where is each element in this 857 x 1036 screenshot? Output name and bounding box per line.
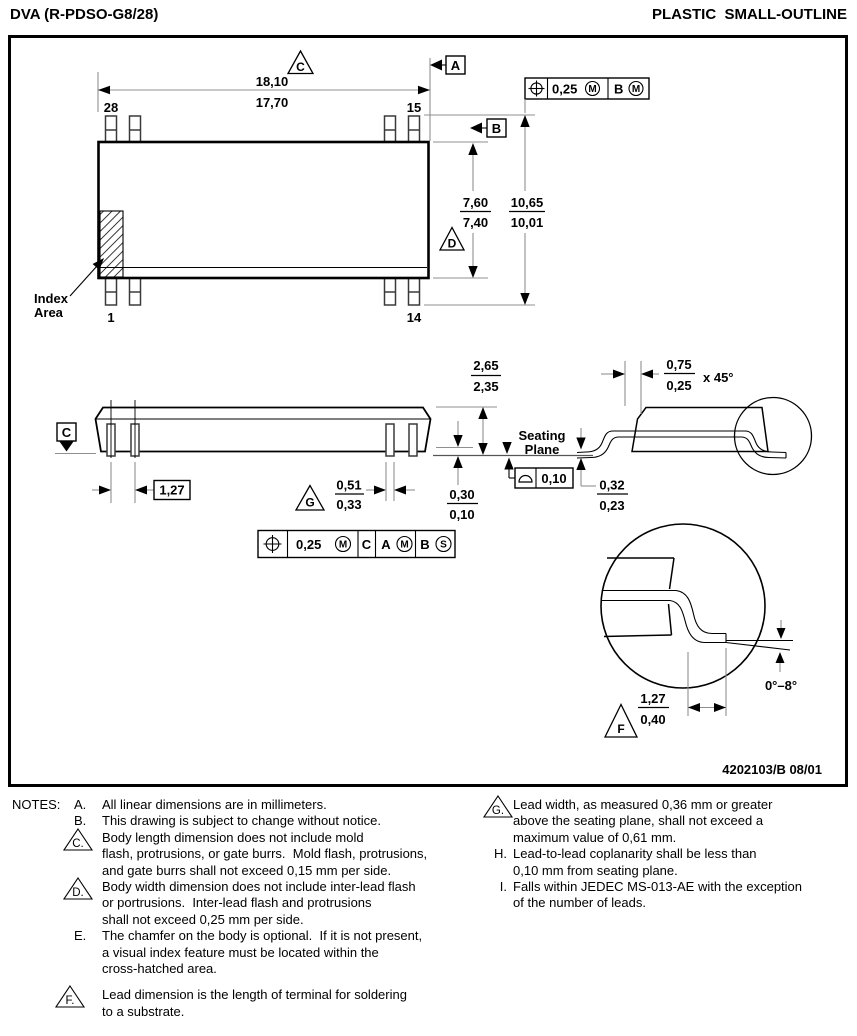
index-area-label-1: Index bbox=[34, 291, 68, 306]
dim-lead-width bbox=[296, 462, 415, 512]
top-view bbox=[34, 51, 649, 325]
detail-body bbox=[604, 558, 674, 637]
dim-body-length-min: 17,70 bbox=[255, 95, 289, 110]
note-d-flag-icon bbox=[62, 877, 94, 905]
note-h: H. Lead-to-lead coplanarity shall be less than 0,10 mm from seating plane. bbox=[494, 846, 757, 878]
package-body-outline bbox=[99, 142, 429, 278]
note-g: G. Lead width, as measured 0,36 mm or greater above the seating plane, shall not exceed a maximum value of 0,61 mm. bbox=[488, 797, 857, 846]
seating-plane-label-1: Seating bbox=[518, 428, 566, 443]
fcf-bottom-m2: M bbox=[400, 539, 409, 551]
front-body-outline bbox=[96, 408, 431, 452]
dim-lead-span-min: 10,01 bbox=[510, 215, 544, 230]
fcf-bottom-datum1: C bbox=[361, 537, 372, 552]
note-e: E. The chamfer on the body is optional. If it is not present, a visual index feature must be located within the cross-hatched area. bbox=[74, 928, 423, 977]
fcf-bottom-m1: M bbox=[338, 539, 348, 551]
front-view bbox=[55, 358, 628, 522]
dim-foot-length-min: 0,40 bbox=[640, 712, 666, 727]
dim-standoff-min: 0,10 bbox=[449, 507, 475, 522]
package-type-title: PLASTIC SMALL-OUTLINE bbox=[652, 6, 847, 23]
svg-text:C.: C. bbox=[72, 837, 84, 850]
dim-pitch-value: 1,27 bbox=[159, 482, 185, 498]
notes-label: NOTES: bbox=[12, 797, 61, 812]
datum-a-flag bbox=[430, 56, 465, 74]
note-flag-c-letter: C bbox=[296, 60, 305, 74]
dim-lead-width-min: 0,33 bbox=[336, 497, 362, 512]
seating-plane-label-2: Plane bbox=[524, 442, 560, 457]
datum-c-letter: C bbox=[61, 425, 72, 440]
pin-14-label: 14 bbox=[406, 310, 422, 325]
dim-standoff-max: 0,30 bbox=[449, 487, 475, 502]
fcf-top-m2: M bbox=[631, 84, 641, 95]
doc-reference: 4202103/B 08/01 bbox=[722, 762, 822, 777]
detail-circle bbox=[601, 524, 765, 688]
end-body-outline bbox=[632, 408, 768, 452]
end-view-left-lead bbox=[577, 431, 619, 458]
datum-triangle-icon bbox=[60, 442, 74, 452]
dim-body-length bbox=[98, 51, 430, 141]
index-area-hatch bbox=[100, 211, 123, 277]
svg-text:F.: F. bbox=[65, 995, 75, 1008]
dim-body-length-max: 18,10 bbox=[255, 74, 289, 89]
datum-b-letter: B bbox=[491, 121, 502, 136]
note-a: NOTES: A. All linear dimensions are in millimeters. bbox=[12, 797, 327, 812]
note-flag-f-letter: F bbox=[617, 722, 625, 736]
dim-foot-angle-value: 0°–8° bbox=[764, 678, 798, 693]
note-b: B. This drawing is subject to change without notice. bbox=[74, 813, 381, 829]
dim-body-width-min: 7,40 bbox=[462, 215, 489, 230]
dim-height-max: 2,65 bbox=[473, 358, 499, 373]
fcf-bottom-tolerance: 0,25 bbox=[296, 537, 322, 552]
dim-lead-thickness bbox=[576, 428, 628, 513]
dim-chamfer-max: 0,75 bbox=[666, 357, 692, 372]
dim-standoff bbox=[436, 421, 478, 522]
svg-text:G.: G. bbox=[491, 805, 505, 817]
dim-body-width-max: 7,60 bbox=[462, 195, 489, 210]
dim-foot-length-max: 1,27 bbox=[640, 691, 666, 706]
note-f: F. Lead dimension is the length of terminal for soldering to a substrate. bbox=[12, 987, 436, 1020]
fcf-top-datum: B bbox=[614, 81, 624, 97]
detail-view bbox=[601, 524, 797, 737]
svg-text:D.: D. bbox=[72, 887, 84, 900]
dim-lead-span-max: 10,65 bbox=[510, 195, 544, 210]
fcf-top-tolerance: 0,25 bbox=[552, 81, 578, 97]
pin-15-label: 15 bbox=[406, 100, 422, 115]
dim-height bbox=[436, 358, 501, 455]
note-c: C. Body length dimension does not include mold flash, protrusions, or gate burrs. Mold flash, protrusions, and gate burrs shall not exceed 0,15 mm per side. bbox=[12, 830, 436, 879]
notes-right-column bbox=[432, 797, 857, 912]
note-d: D. Body width dimension does not include inter-lead flash or portrusions. Inter-lead flash and protrusions shall not exceed 0,25 mm per side. bbox=[12, 879, 436, 928]
dim-lead-thickness-min: 0,23 bbox=[599, 498, 625, 513]
pin-1-label: 1 bbox=[107, 310, 115, 325]
dim-body-width bbox=[433, 143, 491, 278]
fcf-top-m1: M bbox=[588, 84, 597, 95]
fcf-flatness-tolerance: 0,10 bbox=[541, 471, 567, 486]
note-g-flag-icon bbox=[482, 795, 514, 823]
dim-chamfer-angle: x 45° bbox=[703, 370, 734, 385]
dim-lead-span bbox=[424, 115, 545, 305]
note-c-flag-icon bbox=[62, 828, 94, 856]
fcf-bottom-datum3: B bbox=[420, 537, 430, 552]
dim-lead-thickness-max: 0,32 bbox=[599, 477, 625, 493]
fcf-bottom bbox=[258, 531, 455, 558]
fcf-bottom-s3: S bbox=[440, 539, 447, 551]
dim-chamfer-min: 0,25 bbox=[666, 378, 692, 393]
index-area-label-2: Area bbox=[34, 305, 63, 320]
note-i: I. Falls within JEDEC MS-013-AE with the exception of the number of leads. bbox=[499, 879, 803, 911]
fcf-bottom-datum2: A bbox=[381, 537, 391, 552]
datum-b-flag bbox=[433, 115, 506, 142]
package-code-title: DVA (R-PDSO-G8/28) bbox=[10, 6, 159, 23]
dim-pitch bbox=[92, 462, 190, 503]
dim-lead-width-max: 0,51 bbox=[336, 477, 362, 493]
fcf-flatness bbox=[504, 458, 573, 489]
index-area-callout bbox=[34, 258, 104, 320]
end-view bbox=[577, 357, 812, 475]
dim-height-min: 2,35 bbox=[473, 379, 499, 394]
datum-c-flag bbox=[55, 423, 96, 454]
note-flag-g-letter: G bbox=[305, 495, 315, 510]
note-flag-d-letter: D bbox=[447, 236, 457, 251]
dim-chamfer bbox=[601, 357, 734, 414]
notes-left-column bbox=[12, 797, 436, 1020]
datum-a-letter: A bbox=[450, 58, 461, 73]
pin-28-label: 28 bbox=[103, 100, 119, 115]
note-f-flag-icon bbox=[54, 985, 86, 1013]
fcf-top bbox=[525, 78, 649, 113]
